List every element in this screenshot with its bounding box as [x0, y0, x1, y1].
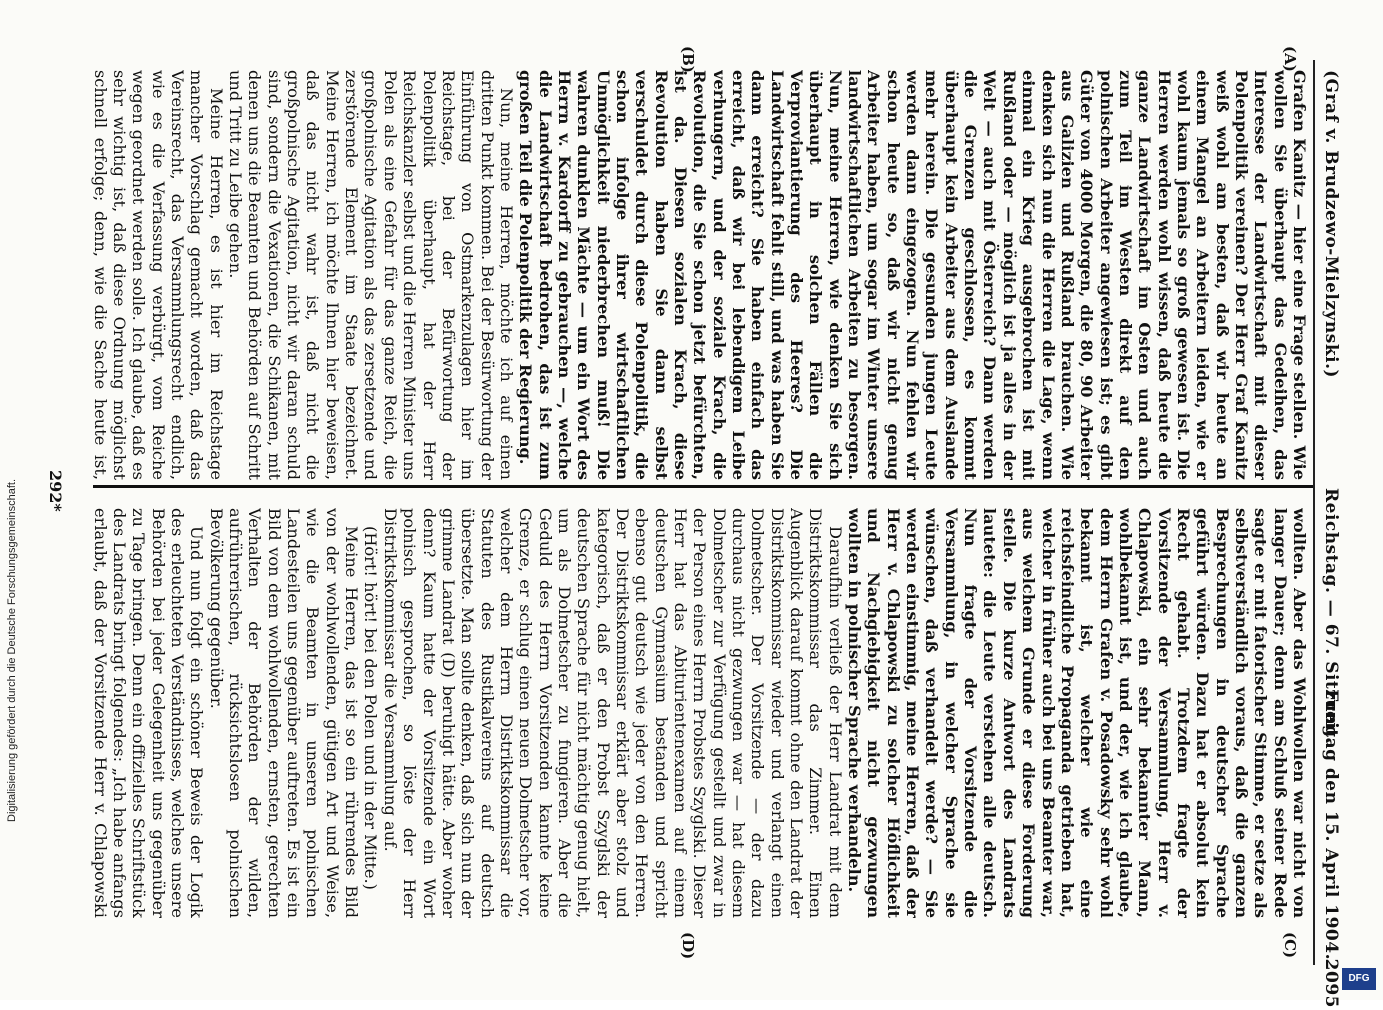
margin-marker-a: (A) — [1281, 46, 1299, 72]
session-title: Reichstag. — 67. Sitzung. — [1321, 488, 1341, 744]
paragraph: Daraufhin verließ der Herr Landrat mit dem Distriktskommissar das Zimmer. Einen Augenblick darauf kommt ohne den Landrat der Distriktskommissar wieder und verlangt einen Dolmetscher. Der Vorsitzende — der dazu durchaus nicht gezwungen war — hat diesem Dolmetscher zur Verfügung gestellt und zwar in der Person eines Herrn Probstes Szyglski. Dieser Herr hat das Abiturientenexamen auf einem deutschen Gymnasium bestanden und spricht ebenso gut deutsch wie jeder von den Herren. Der Distriktskommissar erklärt aber stolz und kategorisch, daß er den Probst Szyglski der deutschen Sprache für nicht mächtig genug hielt, um als Dolmetscher zu fungieren. Aber die Geduld des Herrn Vorsitzenden kannte keine Grenze, er schlug einen neuen Dolmetscher vor, welcher dem Herrn Distriktskommissar die Statuten des Rustikalvereins auf deutsch übersetzte. Man sollte denken, daß sich nun der grimme Landrat (D) beruhigt hätte. Aber woher denn? Kaum hatte der Vorsitzende ein Wort polnisch gesprochen, so löste der Herr Distriktskommissar die Versammlung auf. — [380, 508, 845, 918]
session-date: Freitag den 15. April 1904. — [1321, 689, 1341, 960]
right-column — [91, 508, 1309, 918]
header-rule — [1313, 60, 1315, 965]
paragraph: Und nun folgt ein schöner Beweis der Logik des erleuchteten Verständnisses, welches unsere Behörden bei jeder Gelegenheit uns gegenüber zu Tage bringen. Denn ein offizielles Schriftstück des Landrats bringt folgendes: „Ich habe anfangs erlaubt, daß der Vorsitzende Herr v. Chlapowski — [91, 508, 207, 918]
interjection: (Hört! hört! bei den Polen und in der Mitte.) — [361, 526, 381, 890]
paragraph: Nun, meine Herren, möchte ich auf einen dritten Punkt kommen. Bei der Besürwortung der Einführung von Ostmarkenzulagen hier im Reichstage, bei der Befürwortung der Polenpolitik überhaupt, hat der Herr Reichskanzler selbst und die Herren Minister uns Polen als eine Gefahr für das ganze Reich, die großpolnische Agitation als das zersetzende und zerstörende Element im Staate bezeichnet. Meine Herren, ich möchte Ihnen hier beweisen, daß das nicht wahr ist, daß nicht die großpolnische Agitation, nicht wir daran schuld sind, sondern die Vexationen, die Schikanen, mit denen uns die Beamten und Behörden auf Schritt und Tritt zu Leibe gehen. — [226, 70, 516, 480]
paragraph: Meine Herren, es ist hier im Reichstage mancher Vorschlag gemacht worden, daß das Vereinsrecht, das Versammlungsrecht endlich, wie es die Verfassung verbürgt, vom Reiche wegen geordnet werden solle. Ich glaube, daß es sehr wichtig ist, daß diese Ordnung möglichst schnell erfolge; denn, wie die Sache heute ist, — [91, 70, 226, 480]
left-column — [91, 70, 1309, 480]
page-signature: 292* — [46, 470, 65, 512]
paragraph: wollten. Aber das Wohlwollen war nicht von langer Dauer; denn am Schluß seiner Rede sagte er mit fatorischer Stimme, er setze als selbstverständlich voraus, daß die ganzen Besprechungen in deutscher Sprache geführt würden. Dazu hat er absolut kein Recht gehabt. Trotzdem fragte der Vorsitzende der Versammlung, Herr v. Chlapowski, ein sehr bekannter Mann, wohlbekannt ist, und der, wie ich glaube, dem Herrn Grafen v. Posadowsky sehr wohl bekannt ist, welcher wie eine reichsfeindliche Propaganda getrieben hat, welcher in früher auch bei uns Beamter war, aus welchem Grunde er diese Forderung stelle. Die kurze Antwort des Landrats lautete: die Leute verstehen alle deutsch. Nun fragte der Vorsitzende die Versammlung, in welcher Sprache sie wünschen, daß verhandelt werde? — Sie werden einstimmig, meine Herren, daß der Herr v. Chlapowski zu solcher Höflichkeit und Nachgiebigkeit nicht gezwungen wollten in polnischer Sprache verhandeln. — [845, 508, 1309, 918]
running-head — [1317, 70, 1347, 1010]
speaker-header: (Graf v. Brudzewo-Mielzynski.) — [1321, 70, 1341, 379]
column-divider — [93, 485, 1313, 488]
dfg-logo: DFG — [1342, 968, 1376, 990]
digitization-note: Digitalisierung gefördert durch die Deutsche Forschungsgemeinschaft. — [6, 478, 18, 822]
margin-marker-c: (C) — [1281, 932, 1299, 959]
page-number: 2095 — [1321, 958, 1341, 1008]
paragraph: Meine Herren, das ist so ein rührendes Bild von der wohlwollenden, gütigen Art und Weise, wie die Beamten in unseren polnischen Landesteilen uns gegenüber auftreten. Es ist ein Bild von dem wohlwollenden, ernsten, gerechten Verhalten der Behörden der wilden, aufrührerischen, rücksichtslosen polnischen Bevölkerung gegenüber. — [206, 508, 362, 918]
margin-marker-d: (D) — [679, 932, 697, 960]
margin-marker-b: (B) — [679, 46, 697, 73]
paragraph: Grafen Kanitz — hier eine Frage stellen. Wie wollen Sie überhaupt das Gedeihen, das Interesse der Landwirtschaft mit dieser Polenpolitik vereinen? Der Herr Graf Kanitz weiß wohl am besten, daß wir heute an einem Mangel an Arbeitern leiden, wie er wohl kaum jemals so groß gewesen ist. Die Herren werden wohl wissen, daß heute die ganze Landwirtschaft im Osten und auch zum Teil im Westen direkt auf den polnischen Arbeiter angewiesen ist; es gibt Güter von 4000 Morgen, die 80, 90 Arbeiter aus Galizien und Rußland brauchen. Wie denken sich nun die Herren die Lage, wenn einmal ein Krieg ausgebrochen ist mit Rußland oder — möglich ist ja alles in der Welt — auch mit Österreich? Dann werden die Grenzen geschlossen, es kommt überhaupt kein Arbeiter aus dem Auslande mehr herein. Die gesunden jungen Leute werden dann eingezogen. Nun fehlen wir schon heute so, daß wir nicht genug Arbeiter haben, um sogar im Winter unsere landwirtschaftlichen Arbeiten zu besorgen. Nun, meine Herren, wie denken Sie sich überhaupt in solchen Fällen die Verproviantierung des Heeres? Die Landwirtschaft fehlt still, und was haben Sie dann erreicht? Sie haben einfach das erreicht, daß wir bei lebendigem Leibe verhungern, und der soziale Krach, die Revolution, die Sie schon jetzt befürchten, ist da. Diesen sozialen Krach, diese Revolution haben Sie dann selbst verschuldet durch diese Polenpolitik, die schon infolge ihrer wirtschaftlichen Unmöglichkeit niederbrechen muß! Die wahren dunklen Mächte — um ein Wort des Herrn v. Kardorff zu gebrauchen —, welche die Landwirtschaft bedrohen, das ist zum großen Teil die Polenpolitik der Regierung. — [516, 70, 1309, 480]
